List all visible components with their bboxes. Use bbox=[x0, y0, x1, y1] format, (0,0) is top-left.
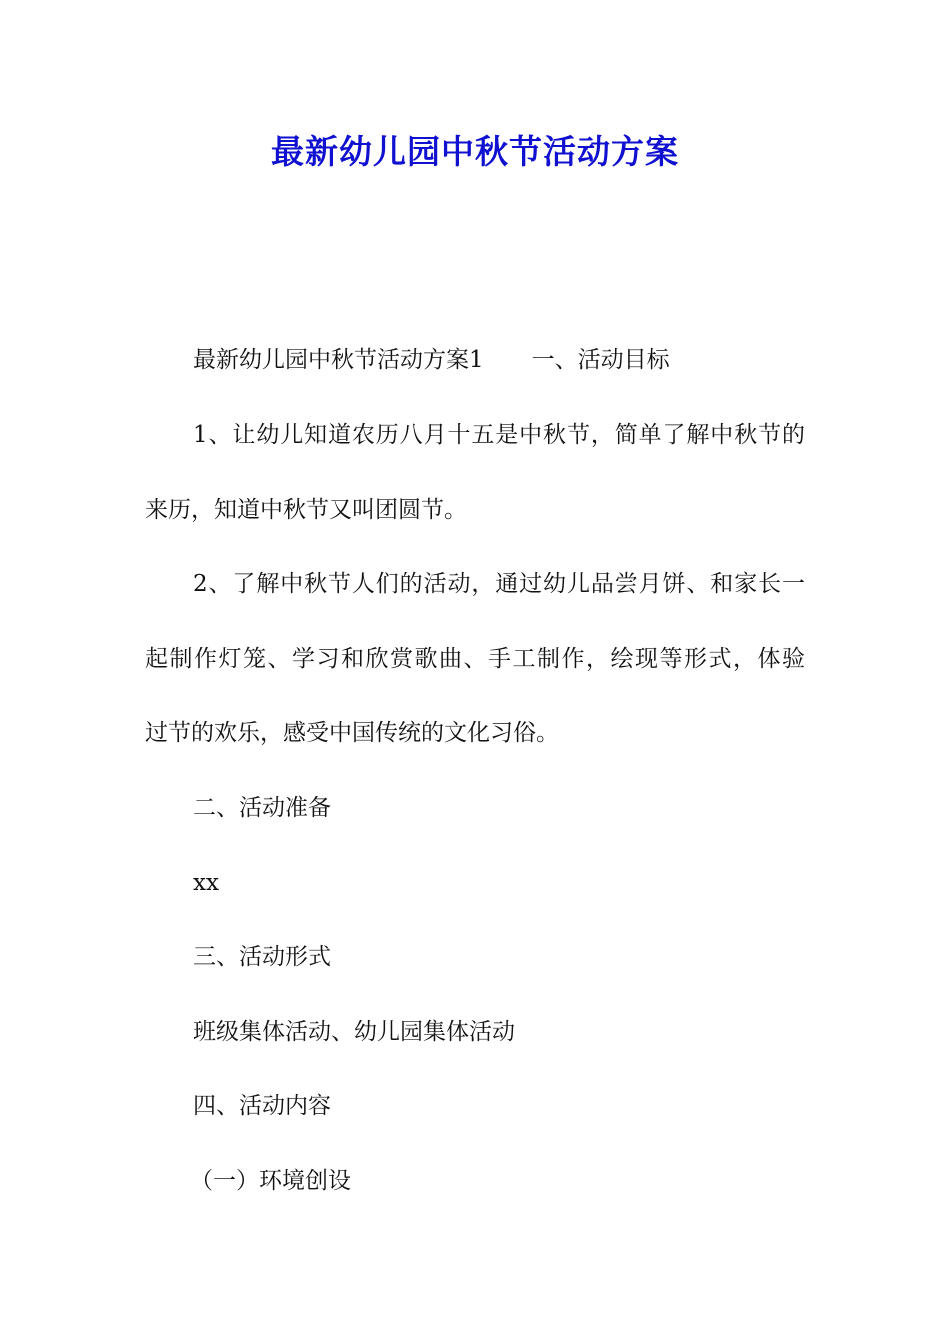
format-text: 班级集体活动、幼儿园集体活动 bbox=[193, 1019, 515, 1045]
paragraph-goal-2-line-3: 过节的欢乐，感受中国传统的文化习俗。 bbox=[145, 720, 559, 746]
subsection-heading-environment: （一）环境创设 bbox=[190, 1168, 351, 1194]
paragraph-goal-1-line-1: 1、让幼儿知道农历八月十五是中秋节，简单了解中秋节的 bbox=[193, 422, 805, 448]
paragraph-goal-2-line-1: 2、了解中秋节人们的活动，通过幼儿品尝月饼、和家长一 bbox=[193, 571, 805, 597]
paragraph-goal-1-line-2: 来历，知道中秋节又叫团圆节。 bbox=[145, 497, 467, 523]
section-heading-format: 三、活动形式 bbox=[193, 944, 331, 970]
section-heading-preparation: 二、活动准备 bbox=[193, 795, 331, 821]
section-heading-goals: 一、活动目标 bbox=[531, 347, 670, 373]
heading-line bbox=[193, 344, 670, 376]
document-title: 最新幼儿园中秋节活动方案 bbox=[271, 132, 679, 171]
section-heading-content: 四、活动内容 bbox=[193, 1093, 331, 1119]
plan-heading: 最新幼儿园中秋节活动方案1 bbox=[193, 347, 484, 373]
paragraph-goal-2-line-2: 起制作灯笼、学习和欣赏歌曲、手工制作，绘现等形式，体验 bbox=[145, 646, 805, 672]
preparation-text: xx bbox=[193, 870, 219, 896]
